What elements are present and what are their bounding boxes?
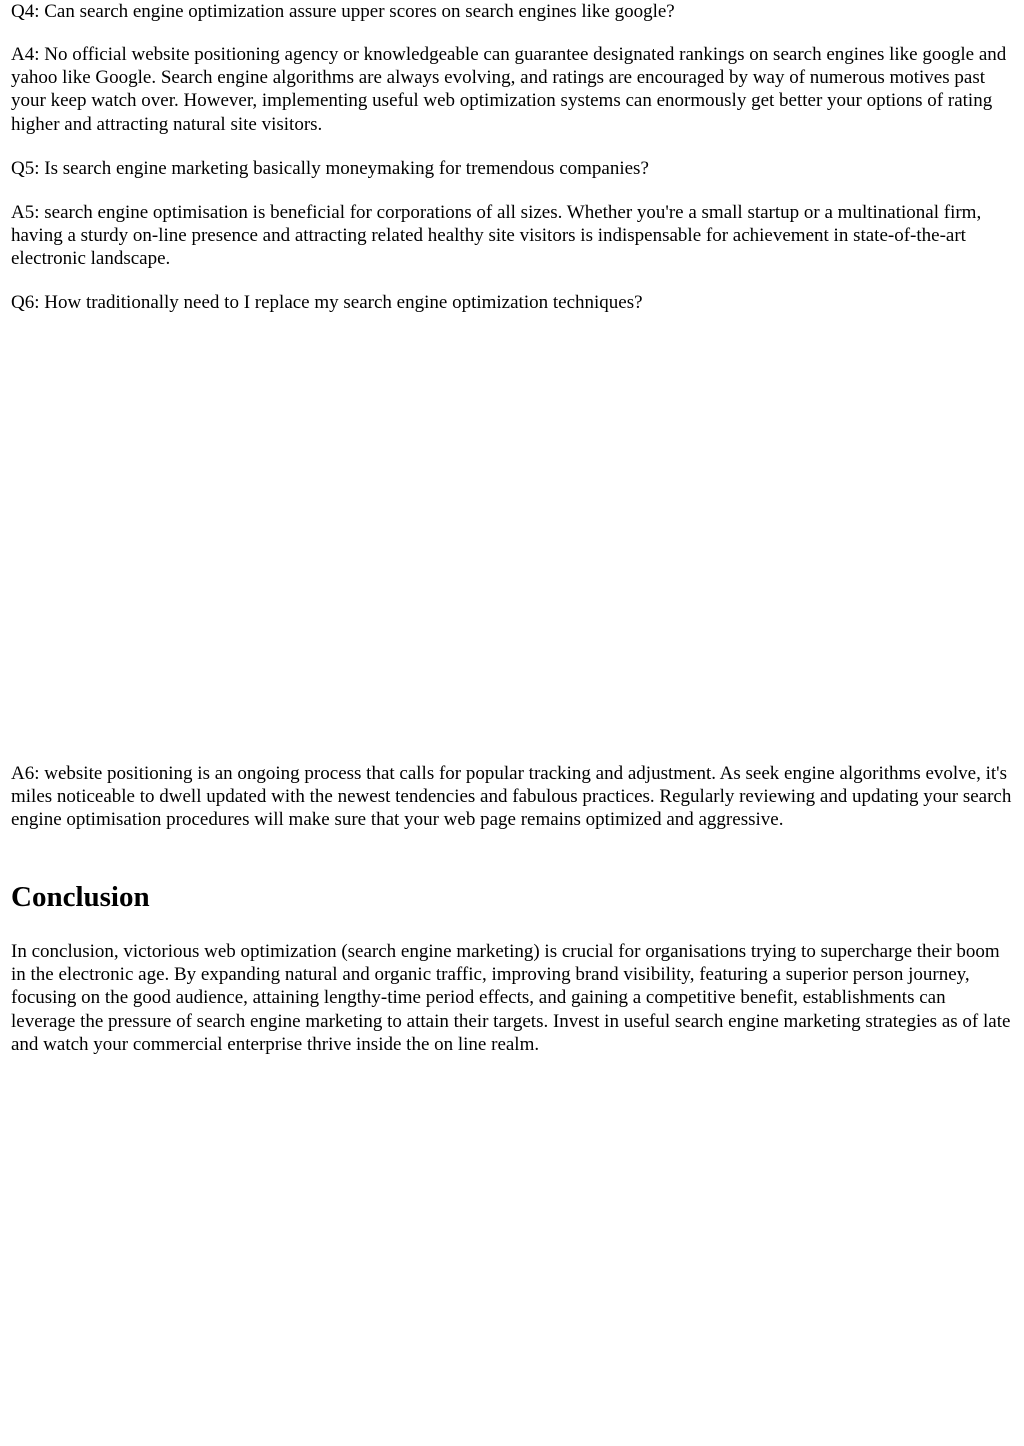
blank-embed-area <box>11 330 1014 750</box>
conclusion-heading: Conclusion <box>11 881 150 913</box>
faq-answer-4: A4: No official website positioning agency or knowledgeable can guarantee designated rankings on search engines like google and yahoo like Google. Search engine algorithms are always evolving, and ratings are encouraged by way of numerous motives past your keep watch over. However, implementing useful web optimization systems can enormously get better your options of rating higher and attracting natural site visitors. <box>11 44 1007 135</box>
faq-question-6: Q6: How traditionally need to I replace my search engine optimization techniques? <box>11 292 643 313</box>
faq-question-4: Q4: Can search engine optimization assure upper scores on search engines like google? <box>11 1 675 22</box>
faq-question-5: Q5: Is search engine marketing basically moneymaking for tremendous companies? <box>11 158 649 179</box>
faq-answer-5: A5: search engine optimisation is beneficial for corporations of all sizes. Whether you're a small startup or a multinational firm, having a sturdy on-line presence and attracting related healthy site visitors is indispensable for achievement in state-of-the-art electronic landscape. <box>11 202 982 270</box>
conclusion-paragraph: In conclusion, victorious web optimization (search engine marketing) is crucial for organisations trying to supercharge their boom in the electronic age. By expanding natural and organic traffic, improving brand visibility, featuring a superior person journey, focusing on the good audience, attaining lengthy-time period effects, and gaining a competitive benefit, establishments can leverage the pressure of search engine marketing to attain their targets. Invest in useful search engine marketing strategies as of late and watch your commercial enterprise thrive inside the on line realm. <box>11 941 1011 1055</box>
faq-answer-6: A6: website positioning is an ongoing process that calls for popular tracking and adjustment. As seek engine algorithms evolve, it's miles noticeable to dwell updated with the newest tendencies and fabulous practices. Regularly reviewing and updating your search engine optimisation procedures will make sure that your web page remains optimized and aggressive. <box>11 763 1012 831</box>
